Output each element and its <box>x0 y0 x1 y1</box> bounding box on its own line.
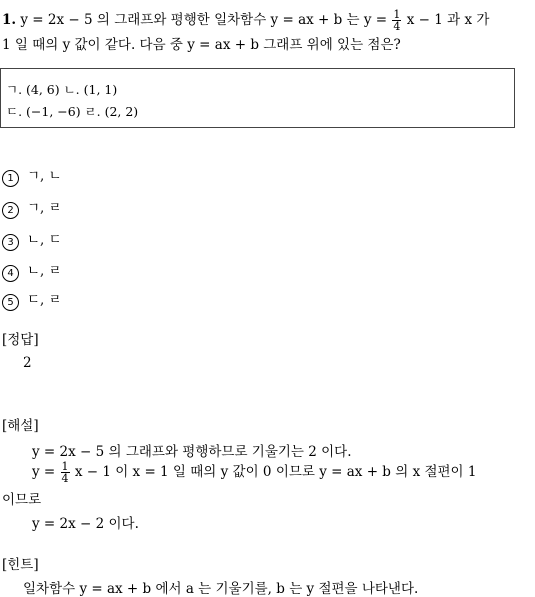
hint-text: 일차함수 y = ax + b 에서 a 는 기울기를, b 는 y 절편을 나타낸다. <box>23 581 419 597</box>
option-5[interactable] <box>2 288 62 311</box>
option-number-icon: 2 <box>2 202 19 219</box>
fraction-numerator: 1 <box>393 8 401 21</box>
question-text-a: y = 2x − 5 의 그래프와 평행한 일차함수 y = ax + b 는 y = <box>20 12 388 28</box>
option-text: ㄱ, ㄴ <box>27 168 62 184</box>
option-number-icon: 3 <box>2 234 19 251</box>
option-3[interactable] <box>2 228 62 251</box>
explanation-label: [해설] <box>2 418 39 434</box>
option-text: ㄴ, ㄷ <box>27 232 62 248</box>
question-line-1 <box>2 8 489 32</box>
explanation-line-2 <box>32 460 476 484</box>
fraction-denominator: 4 <box>393 20 401 33</box>
option-number-icon: 1 <box>2 170 19 187</box>
choices-row-1: ㄱ. (4, 6) ㄴ. (1, 1) <box>6 82 118 97</box>
question-text-b: x − 1 과 x 가 <box>406 12 490 28</box>
choices-row-2: ㄷ. (−1, −6) ㄹ. (2, 2) <box>6 104 139 119</box>
explanation-line-1: y = 2x − 5 의 그래프와 평행하므로 기울기는 2 이다. <box>32 444 352 460</box>
option-4[interactable] <box>2 259 62 282</box>
answer-value: 2 <box>23 355 32 371</box>
hint-label: [힌트] <box>2 557 39 573</box>
question-line-2: 1 일 때의 y 값이 같다. 다음 중 y = ax + b 그래프 위에 있는 점은? <box>2 37 401 53</box>
answer-label: [정답] <box>2 332 39 348</box>
option-text: ㄱ, ㄹ <box>27 200 62 216</box>
explanation-text-a: y = <box>32 464 56 480</box>
option-1[interactable] <box>2 164 62 187</box>
option-number-icon: 5 <box>2 294 19 311</box>
explanation-line-3: 이므로 <box>2 492 42 508</box>
explanation-fraction <box>61 461 70 484</box>
explanation-text-b: x − 1 이 x = 1 일 때의 y 값이 0 이므로 y = ax + b 의 x 절편이 1 <box>74 464 477 480</box>
question-fraction <box>392 9 401 32</box>
fraction-denominator: 4 <box>61 472 69 485</box>
option-text: ㄷ, ㄹ <box>27 292 62 308</box>
fraction-numerator: 1 <box>61 460 69 473</box>
question-number: 1. <box>2 12 17 28</box>
option-number-icon: 4 <box>2 265 19 282</box>
option-text: ㄴ, ㄹ <box>27 263 62 279</box>
explanation-line-4: y = 2x − 2 이다. <box>32 516 139 532</box>
option-2[interactable] <box>2 196 62 219</box>
